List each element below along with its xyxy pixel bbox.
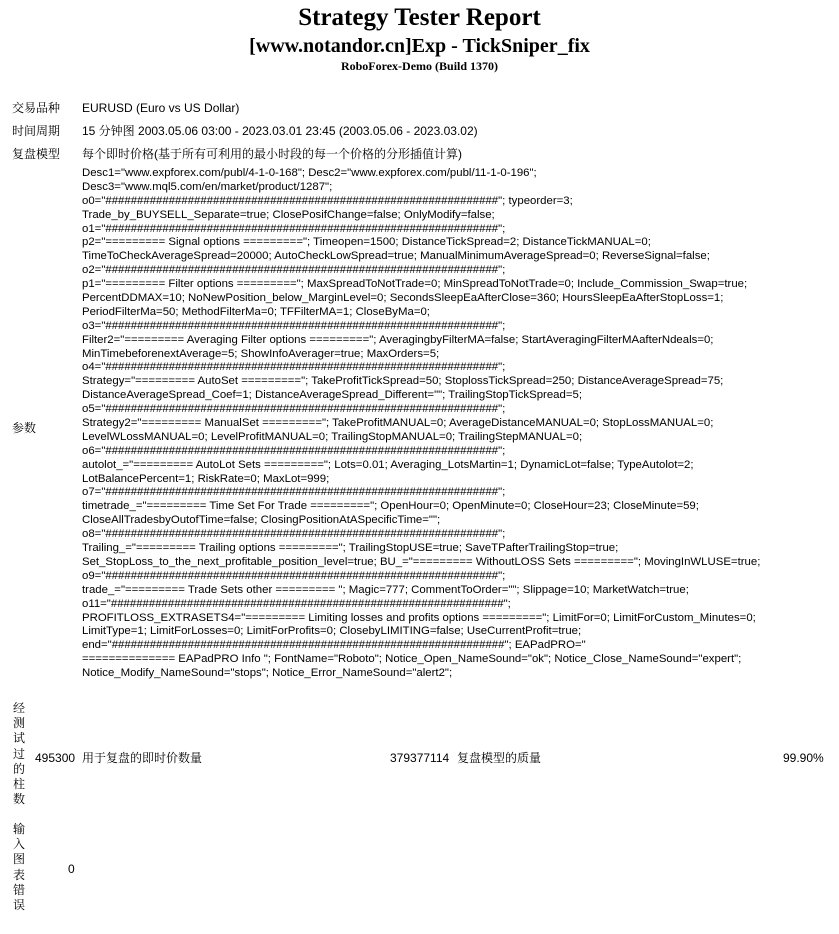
param-line: Filter2="========= Averaging Filter options ========="; AveragingbyFilterMA=false; StartAveragingFilterMAafterNdeals=0; [82,333,714,346]
param-line: TimeToCheckAverageSpread=20000; AutoCheckLowSpread=true; ManualMinimumAverageSpread=0; ReverseSignal=false; [82,250,710,263]
param-line: Trailing_="========= Trailing options ========="; TrailingStopUSE=true; SaveTPafterTrailingStop=true; [82,542,619,555]
expert-name: [www.notandor.cn]Exp - TickSniper_fix [249,35,590,57]
bars-label: 经 测 试 过 的 柱 数 [12,701,25,807]
model-value: 每个即时价格(基于所有可利用的最小时段的每一个价格的分形插值计算) [82,147,462,161]
errors-label: 输 入 图 表 错 误 [12,822,25,913]
param-line: o0="##############################################################"; typeorder=3; [82,194,573,207]
period-label: 时间周期 [12,124,61,138]
param-line: LimitType=1; LimitForLosses=0; LimitForProfits=0; ClosebyLIMITING=false; UseCurrentProfit=true; [82,625,582,638]
param-line: Trade_by_BUYSELL_Separate=true; ClosePosifChange=false; OnlyModify=false; [82,208,495,221]
param-line: Strategy="========= AutoSet ========="; TakeProfitTickSpread=50; StoplossTickSpread=250; DistanceAverageSpread=75; [82,375,724,388]
param-line: o7="##############################################################"; [82,486,506,499]
param-line: o6="##############################################################"; [82,444,506,457]
param-line: Desc3="www.mql5.com/en/market/product/1287"; [82,180,333,193]
param-line: o2="##############################################################"; [82,264,506,277]
param-line: o8="##############################################################"; [82,528,506,541]
params-block [82,167,837,681]
param-line: Desc1="www.expforex.com/publ/4-1-0-168"; Desc2="www.expforex.com/publ/11-1-0-196"; [82,167,537,179]
param-line: p1="========= Filter options ========="; MaxSpreadToNotTrade=0; MinSpreadToNotTrade=0; Include_Commission_Swap=true; [82,278,748,291]
param-line: LevelWLossMANUAL=0; LevelProfitMANUAL=0; TrailingStopMANUAL=0; TrailingStepMANUAL=0; [82,430,583,443]
param-line: LotBalancePercent=1; RiskRate=0; MaxLot=999; [82,472,330,485]
param-line: trade_="========= Trade Sets other ========= "; Magic=777; CommentToOrder=""; Slippage=10; MarketWatch=true; [82,583,689,596]
errors-value: 0 [68,862,75,876]
report-title: Strategy Tester Report [298,4,541,31]
param-line: o3="##############################################################"; [82,319,506,332]
bars-value: 495300 [35,751,76,765]
param-line: PeriodFilterMa=50; MethodFilterMa=0; TFFilterMA=1; CloseByMa=0; [82,305,430,318]
symbol-label: 交易品种 [12,101,61,115]
param-line: DistanceAverageSpread_Coef=1; DistanceAverageSpread_Different=""; TrailingStopTickSpread=5; [82,389,582,402]
param-line: Strategy2="========= ManualSet ========="; TakeProfitMANUAL=0; AverageDistanceMANUAL=0; StopLossMANUAL=0; [82,417,714,430]
param-line: o9="##############################################################"; [82,569,506,582]
param-line: timetrade_="========= Time Set For Trade ========="; OpenHour=0; OpenMinute=0; CloseHour=23; CloseMinute=59; [82,500,699,513]
symbol-value: EURUSD (Euro vs US Dollar) [82,101,240,115]
params-label: 参数 [12,421,37,435]
param-line: PROFITLOSS_EXTRASETS4="========= Limiting losses and profits options ========="; LimitFor=0; LimitForCustom_Minutes=0; [82,611,756,624]
param-line: CloseAllTradesbyOutofTime=false; ClosingPositionAtASpecificTime=""; [82,514,441,527]
ticks-value: 379377114 [390,751,450,765]
param-line: Notice_Modify_NameSound="stops"; Notice_Error_NameSound="alert2"; [82,667,453,680]
param-line: o11="##############################################################"; [82,597,511,610]
param-line: MinTimebeforenextAverage=5; ShowInfoAverager=true; MaxOrders=5; [82,347,440,360]
quality-label: 复盘模型的质量 [457,751,542,765]
ticks-label: 用于复盘的即时价数量 [82,751,203,765]
param-line: o4="##############################################################"; [82,361,506,374]
param-line: PercentDDMAX=10; NoNewPosition_below_MarginLevel=0; SecondsSleepEaAfterClose=360; HoursSleepEaAfterStopLoss=1; [82,292,724,305]
param-line: o1="##############################################################"; [82,222,506,235]
param-line: autolot_="========= AutoLot Sets ========="; Lots=0.01; Averaging_LotsMartin=1; DynamicLot=false; TypeAutolot=2; [82,458,694,471]
param-line: ============== EAPadPRO Info "; FontName="Roboto"; Notice_Open_NameSound="ok"; Notice_Close_NameSound="expert"; [82,653,742,666]
param-line: Set_StopLoss_to_the_next_profitable_position_level=true; BU_="========= WithoutLOSS Sets ========="; MovingInWLUSE=true; [82,555,761,568]
period-value: 15 分钟图 2003.05.06 03:00 - 2023.03.01 23:45 (2003.05.06 - 2023.03.02) [82,124,478,138]
param-line: p2="========= Signal options ========="; Timeopen=1500; DistanceTickSpread=2; DistanceTickMANUAL=0; [82,236,651,249]
param-line: end="##############################################################"; EAPadPRO=" [82,639,586,652]
model-label: 复盘模型 [12,147,61,161]
server-build: RoboForex-Demo (Build 1370) [340,59,499,73]
quality-value: 99.90% [783,751,824,765]
param-line: o5="##############################################################"; [82,403,506,416]
